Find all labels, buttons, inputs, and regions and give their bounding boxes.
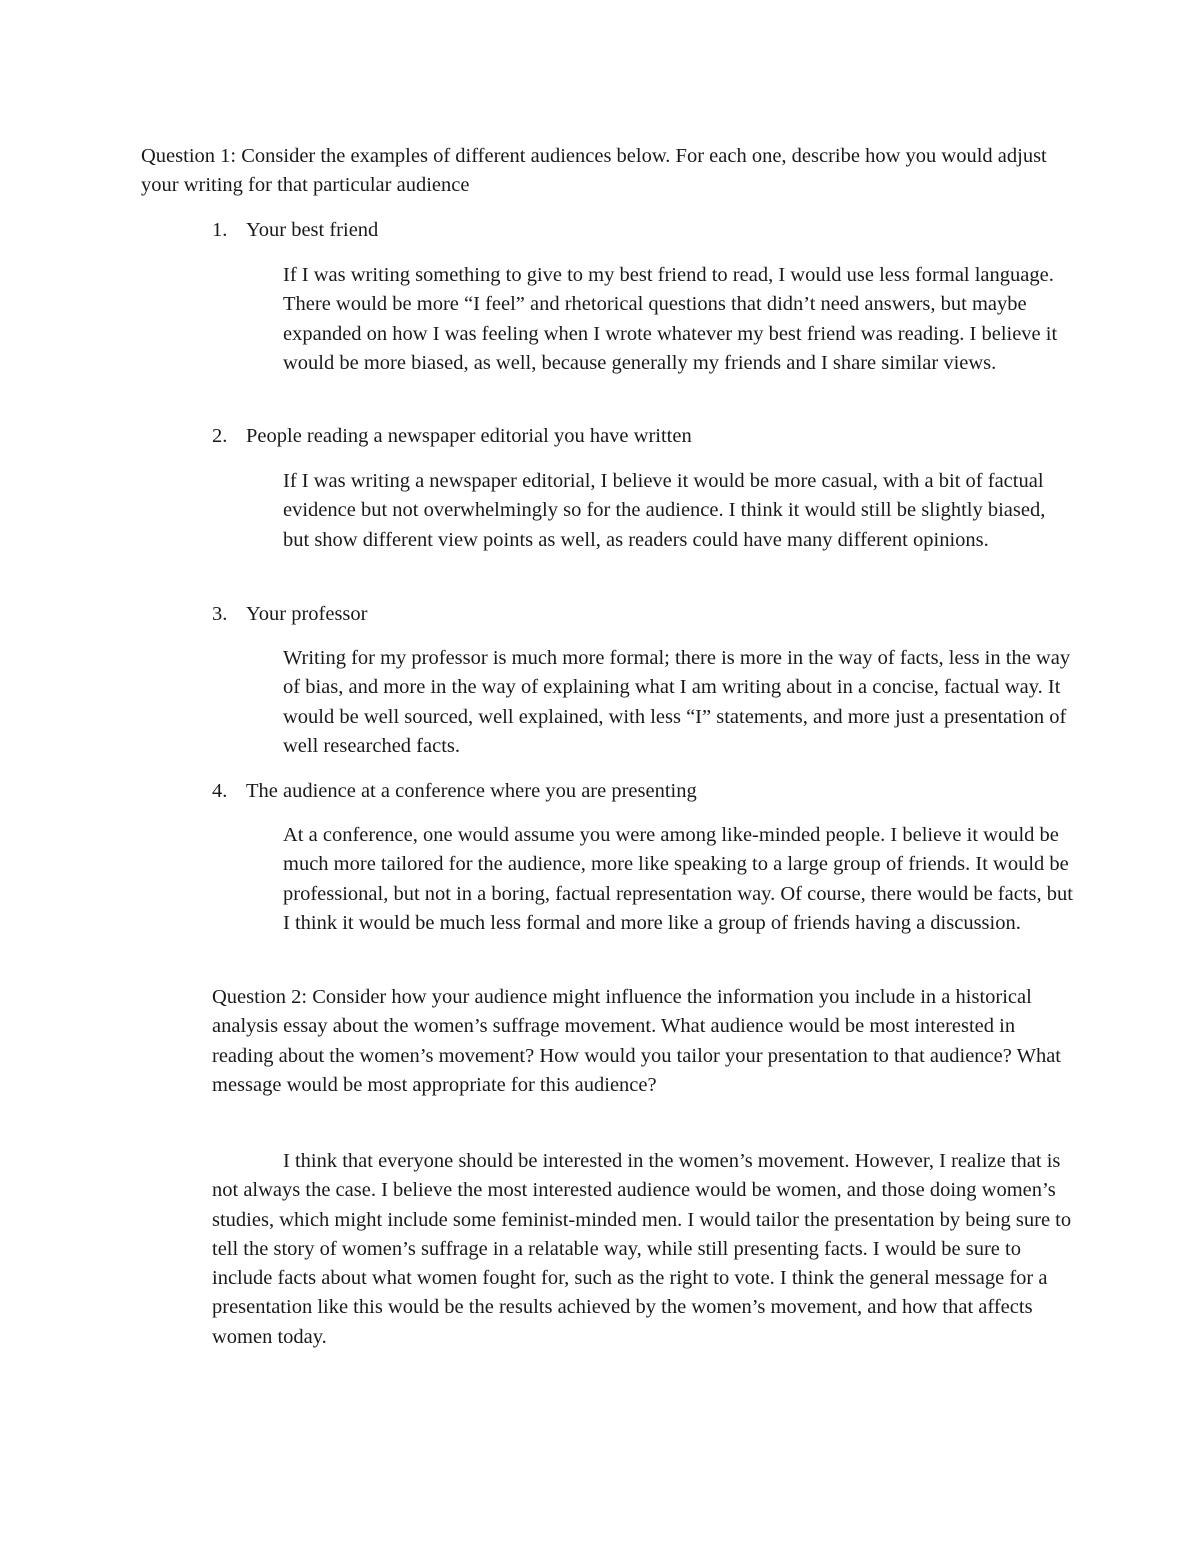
question-1-prompt: Question 1: Consider the examples of different audiences below. For each one, describe how you would adjust your writing for that particular audience xyxy=(141,145,1047,197)
list-item-number: 1. xyxy=(212,219,228,241)
list-item-label: People reading a newspaper editorial you have written xyxy=(246,425,692,447)
list-item-2 xyxy=(212,422,692,451)
list-item-number: 3. xyxy=(212,603,228,625)
list-item-label: Your professor xyxy=(246,603,368,625)
answer-paragraph-2: If I was writing a newspaper editorial, I believe it would be more casual, with a bit of factual evidence but not overwhelmingly so for the audience. I think it would still be slightly biased, but show different view points as well, as readers could have many different opinions. xyxy=(283,470,1046,551)
list-item-3 xyxy=(212,600,368,629)
list-item-4 xyxy=(212,777,697,806)
list-item-number: 2. xyxy=(212,425,228,447)
question-2-answer: I think that everyone should be interested in the women’s movement. However, I realize that is not always the case. I believe the most interested audience would be women, and those doing women’s studies, which might include some feminist-minded men. I would tailor the presentation by being sure to tell the story of women’s suffrage in a relatable way, while still presenting facts. I would be sure to include facts about what women fought for, such as the right to vote. I think the general message for a presentation like this would be the results achieved by the women’s movement, and how that affects women today. xyxy=(212,1150,1072,1348)
list-item-number: 4. xyxy=(212,780,228,802)
list-item-1 xyxy=(212,216,378,245)
answer-paragraph-4: At a conference, one would assume you were among like-minded people. I believe it would be much more tailored for the audience, more like speaking to a large group of friends. It would be professional, but not in a boring, factual representation way. Of course, there would be facts, but I think it would be much less formal and more like a group of friends having a discussion. xyxy=(283,824,1073,934)
question-2-prompt: Question 2: Consider how your audience might influence the information you include in a historical analysis essay about the women’s suffrage movement. What audience would be most interested in reading about the women’s movement? How would you tailor your presentation to that audience? What message would be most appropriate for this audience? xyxy=(212,986,1061,1096)
answer-paragraph-3: Writing for my professor is much more formal; there is more in the way of facts, less in the way of bias, and more in the way of explaining what I am writing about in a concise, factual way. It would be well sourced, well explained, with less “I” statements, and more just a presentation of well researched facts. xyxy=(283,647,1071,757)
answer-paragraph-1: If I was writing something to give to my best friend to read, I would use less formal language. There would be more “I feel” and rhetorical questions that didn’t need answers, but maybe expanded on how I was feeling when I wrote whatever my best friend was reading. I believe it would be more biased, as well, because generally my friends and I share similar views. xyxy=(283,264,1058,374)
list-item-label: Your best friend xyxy=(246,219,379,241)
list-item-label: The audience at a conference where you are presenting xyxy=(246,780,697,802)
